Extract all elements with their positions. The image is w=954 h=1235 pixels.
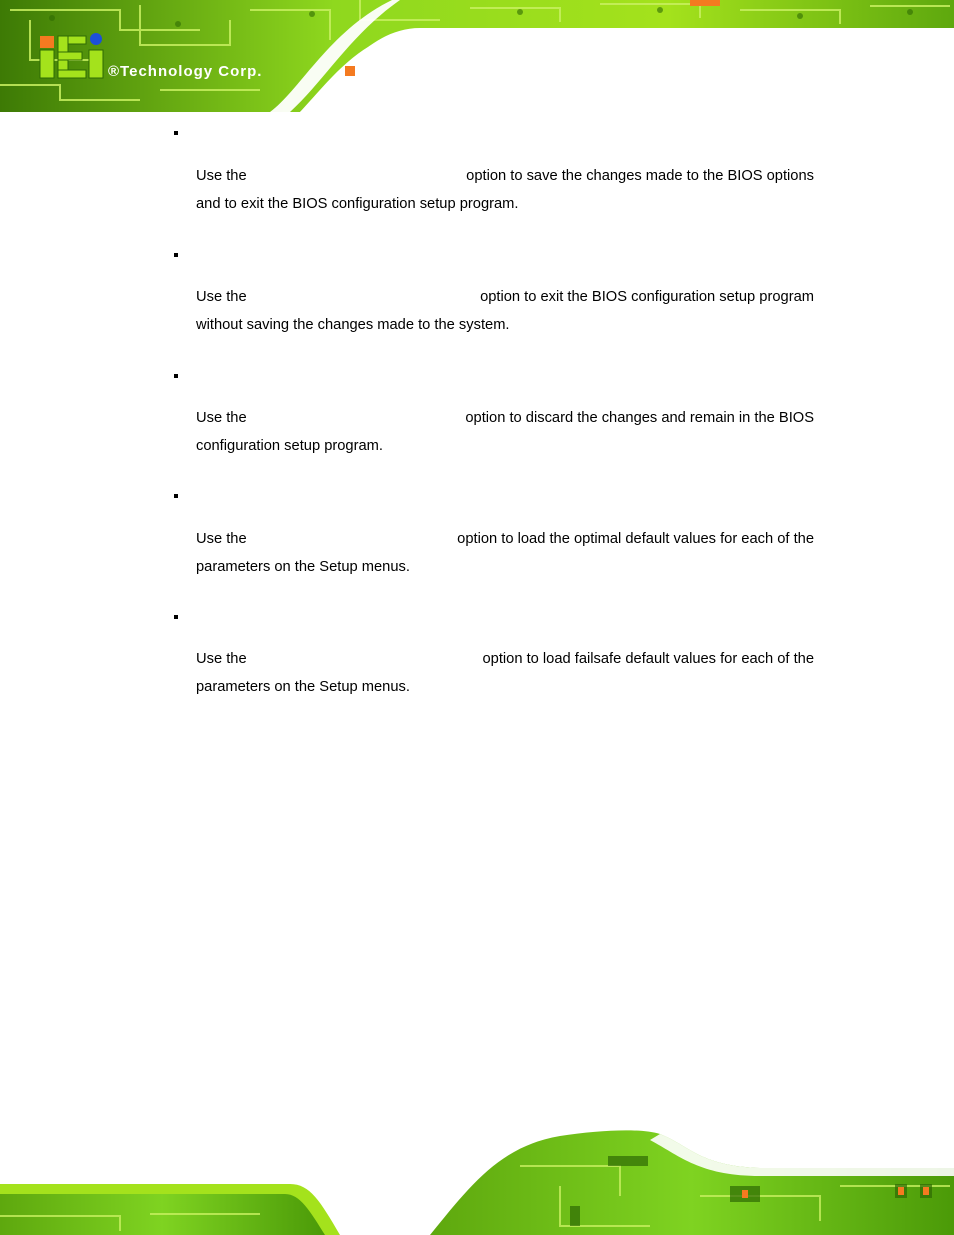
footer-banner xyxy=(0,1126,954,1235)
circuit-board-header-graphic xyxy=(0,0,954,112)
option-description xyxy=(196,525,814,581)
header-banner xyxy=(0,0,954,112)
bullet-marker xyxy=(174,615,178,619)
description-end: option to save the changes made to the BIOS options xyxy=(466,168,814,184)
description-start: Use the xyxy=(196,651,247,667)
brand-text: ®Technology Corp. xyxy=(108,63,263,80)
bullet-marker xyxy=(174,374,178,378)
bullet-marker xyxy=(174,253,178,257)
description-end: option to load the optimal default values for each of the xyxy=(457,531,814,547)
description-line-2: parameters on the Setup menus. xyxy=(196,559,410,575)
description-start: Use the xyxy=(196,531,247,547)
circuit-board-footer-graphic xyxy=(0,1126,954,1235)
bullet-marker xyxy=(174,494,178,498)
option-description xyxy=(196,283,814,339)
description-start: Use the xyxy=(196,168,247,184)
description-end: option to load failsafe default values for each of the xyxy=(482,651,814,667)
description-end: option to discard the changes and remain in the BIOS xyxy=(465,410,814,426)
description-line-2: without saving the changes made to the system. xyxy=(196,317,510,333)
description-line-2: parameters on the Setup menus. xyxy=(196,679,410,695)
description-line-2: configuration setup program. xyxy=(196,438,383,454)
description-start: Use the xyxy=(196,410,247,426)
option-description xyxy=(196,645,814,701)
description-start: Use the xyxy=(196,289,247,305)
description-line-2: and to exit the BIOS configuration setup program. xyxy=(196,196,519,212)
description-end: option to exit the BIOS configuration setup program xyxy=(480,289,814,305)
bullet-marker xyxy=(174,131,178,135)
option-description xyxy=(196,404,814,460)
option-description xyxy=(196,162,814,218)
iei-logo xyxy=(40,33,103,78)
